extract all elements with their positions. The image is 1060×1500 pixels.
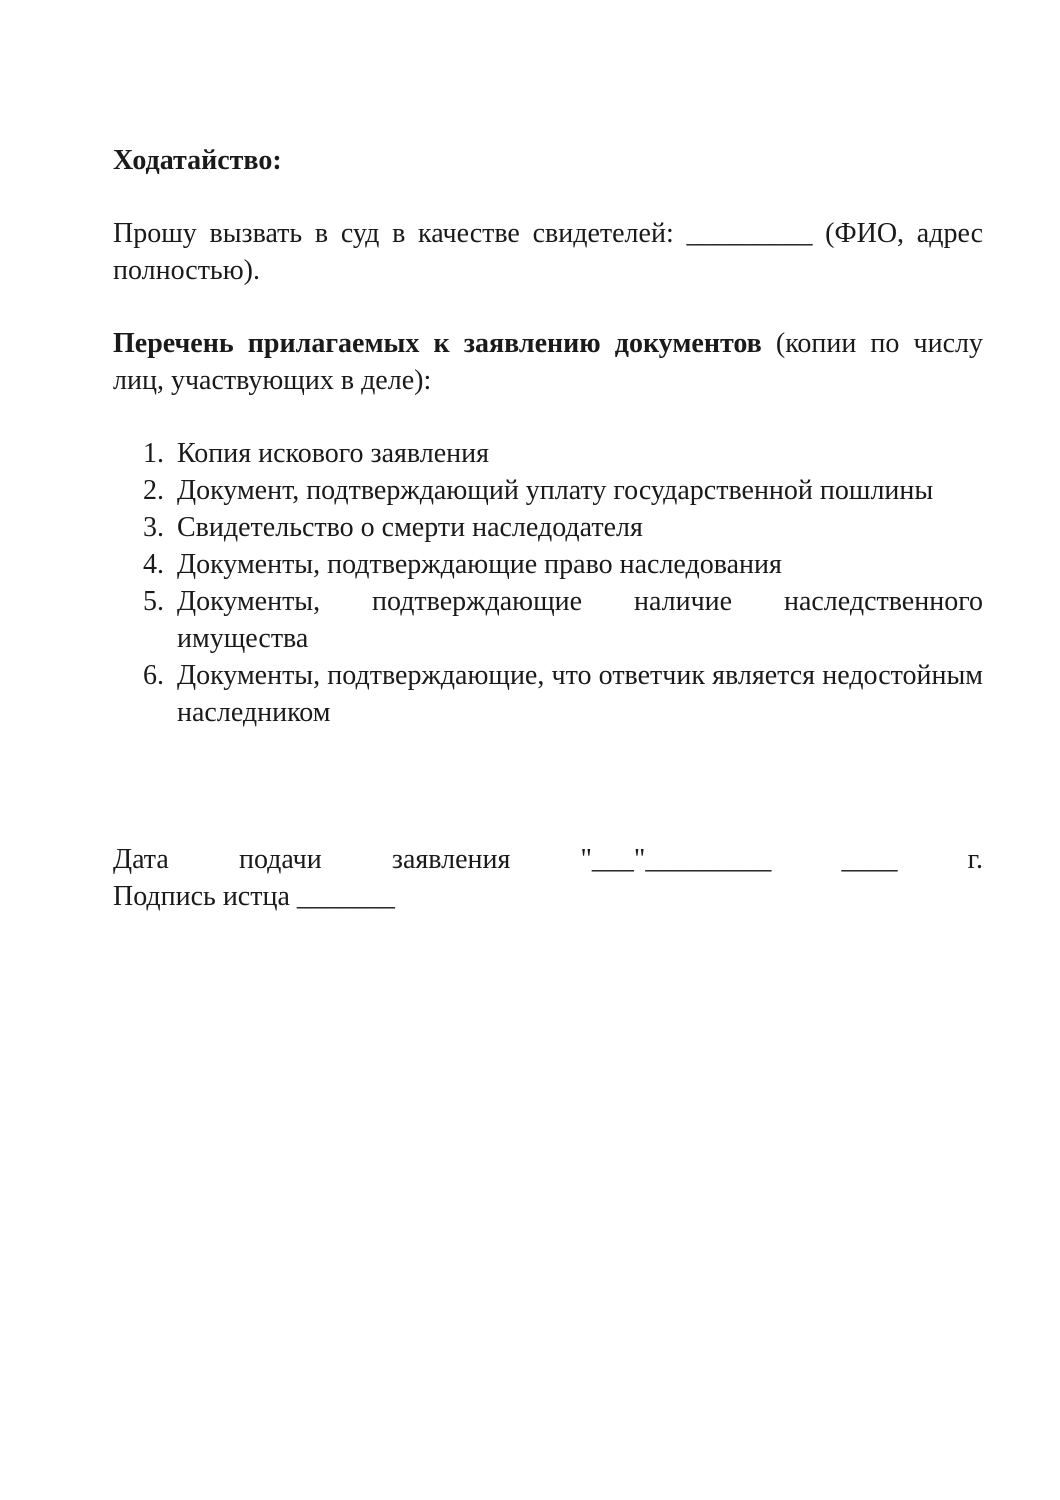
list-item-text: Документы, подтверждающие наличие наследственного имущества bbox=[177, 586, 983, 654]
list-item-text: Документы, подтверждающие право наследования bbox=[177, 549, 782, 580]
list-item bbox=[113, 546, 983, 583]
plaintiff-signature-line: Подпись истца _______ bbox=[113, 881, 395, 912]
witness-request-paragraph: Прошу вызвать в суд в качестве свидетелей: _________ (ФИО, адрес полностью). bbox=[113, 218, 983, 286]
date-word: Дата bbox=[113, 844, 169, 875]
date-day-month-blank: "___"_________ bbox=[580, 844, 772, 875]
list-item bbox=[113, 509, 983, 546]
attachments-list bbox=[113, 435, 983, 731]
date-word: заявления bbox=[391, 844, 511, 875]
list-item-text: Документы, подтверждающие, что ответчик является недостойным наследником bbox=[177, 660, 983, 728]
list-item-text: Документ, подтверждающий уплату государственной пошлины bbox=[177, 475, 934, 506]
date-year-suffix: г. bbox=[967, 844, 983, 875]
list-item-number: 1. bbox=[143, 438, 164, 469]
list-item-text: Свидетельство о смерти наследодателя bbox=[177, 512, 643, 543]
list-item bbox=[113, 657, 983, 731]
list-item-number: 6. bbox=[143, 660, 164, 691]
filing-date-line bbox=[113, 841, 983, 878]
list-item bbox=[113, 472, 983, 509]
list-item-number: 4. bbox=[143, 549, 164, 580]
list-item bbox=[113, 435, 983, 472]
attachments-title-note: (копии по числу лиц, участвующих в деле): bbox=[113, 328, 983, 396]
attachments-intro-paragraph bbox=[113, 325, 983, 399]
list-item-text: Копия искового заявления bbox=[177, 438, 490, 469]
date-word: подачи bbox=[238, 844, 322, 875]
petition-heading: Ходатайство: bbox=[113, 145, 282, 176]
date-year-blank: ____ bbox=[841, 844, 898, 875]
list-item-number: 3. bbox=[143, 512, 164, 543]
list-item bbox=[113, 583, 983, 657]
list-item-number: 2. bbox=[143, 475, 164, 506]
attachments-title: Перечень прилагаемых к заявлению документов bbox=[113, 328, 762, 359]
list-item-number: 5. bbox=[143, 586, 164, 617]
